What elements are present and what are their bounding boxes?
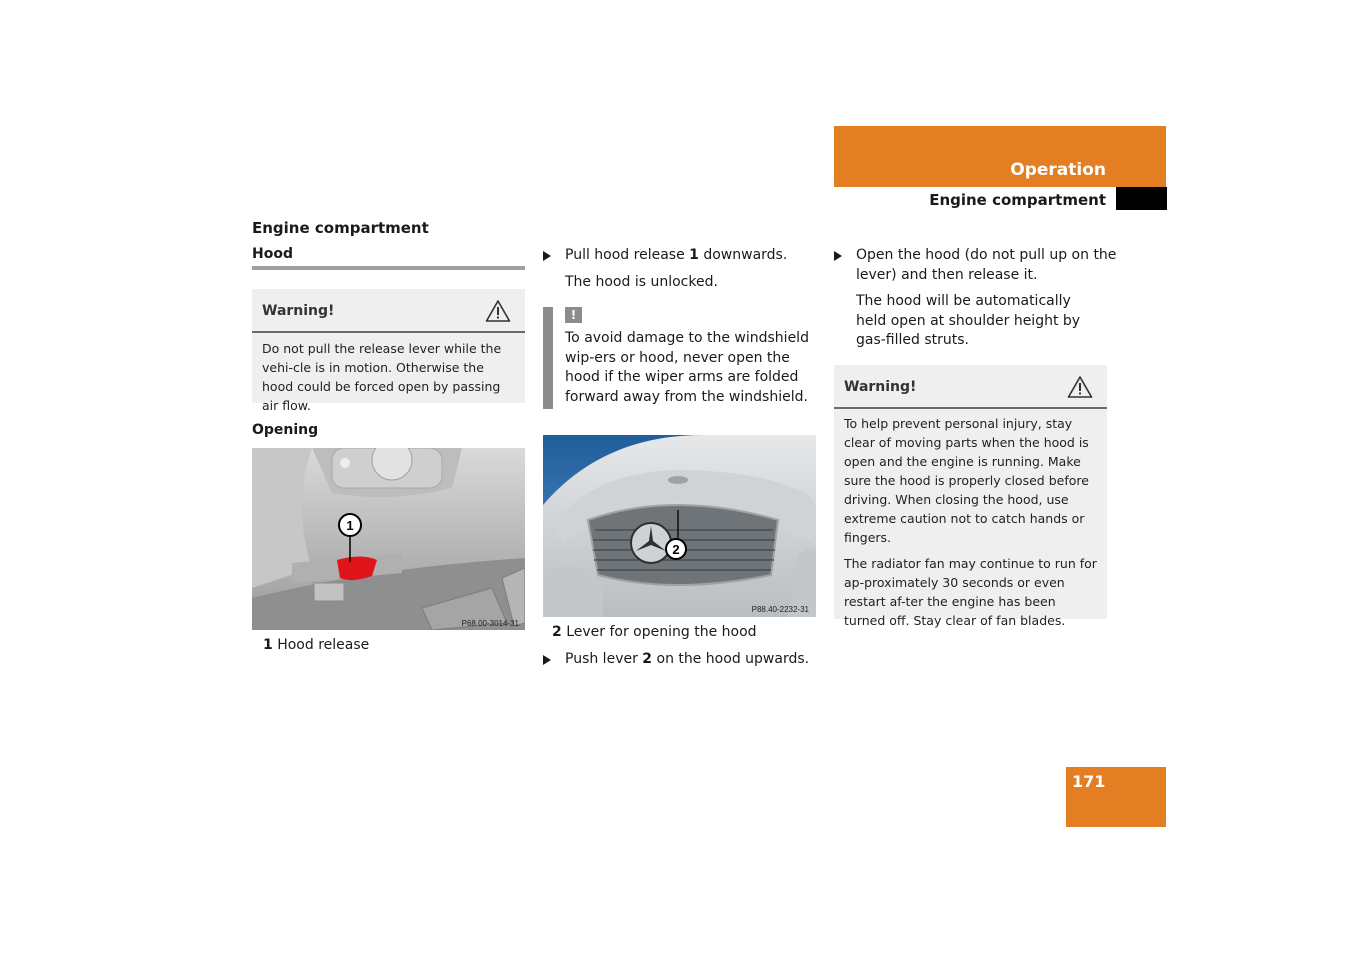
bullet-arrow-icon [543,655,551,665]
figure1-callout: 1 [346,518,354,533]
warning-text-fan: The radiator fan may continue to run for ap-proximately 30 seconds or even restart af-ter the engine has been turned off. Stay clear of fan blades. [844,556,1097,628]
caption1-text: Hood release [277,637,370,653]
section-title: Engine compartment [929,191,1106,209]
figure2-callout: 2 [672,542,680,557]
caption1-number: 1 [263,637,273,653]
page-title: Engine compartment [252,219,429,237]
chapter-title: Operation [1010,160,1106,180]
warning-header [252,289,525,333]
header-accent-block [834,126,1166,187]
step1-result: The hood is unlocked. [565,274,718,290]
caption2-text: Lever for opening the hood [566,624,757,640]
step-pull-release: Pull hood release 1 downwards. [543,246,838,266]
hood-lever-figure [543,435,816,617]
step2-number: 2 [642,651,653,667]
page-number: 171 [1072,772,1106,791]
warning-triangle-icon [485,299,511,323]
warning-text: Do not pull the release lever while the vehi-cle is in motion. Otherwise the hood could be forced open by passing air flow. [262,341,502,413]
heading-rule [252,266,525,270]
warning-triangle-icon [1067,375,1093,399]
step-open-hood: Open the hood (do not pull up on the lever) and then release it. [834,246,1118,285]
header-tab-marker [1116,187,1167,210]
step-push-lever: Push lever 2 on the hood upwards. [543,650,838,670]
note-text: To avoid damage to the windshield wip-ers or hood, never open the hood if the wiper arms are folded forward away from the windshield. [565,330,809,405]
warning-box-hood [252,289,525,413]
warning-box-injury [834,365,1107,628]
bullet-arrow-icon [834,251,842,261]
hood-release-illustration [252,448,525,630]
caption-hood-lever [552,623,757,642]
step3-result: The hood will be automatically held open at shoulder height by gas-filled struts. [856,293,1081,348]
note-bar [543,307,553,409]
caption2-number: 2 [552,624,562,640]
warning-body [252,333,525,430]
figure1-code: P68.00-3014-31 [461,619,519,628]
opening-heading: Opening [252,422,319,438]
hood-lever-illustration [543,435,816,617]
hood-heading: Hood [252,246,293,262]
warning-header [834,365,1107,409]
warning-text-injury: To help prevent personal injury, stay clear of moving parts when the hood is open and the engine is running. Make sure the hood is properly closed before driving. When closing the hood, use extreme caution not to catch hands or fingers. [844,416,1089,545]
warning-label: Warning! [262,303,335,319]
step1-number: 1 [689,247,699,263]
hood-release-figure [252,448,525,630]
figure2-code: P88.40-2232-31 [751,605,809,614]
bullet-arrow-icon [543,251,551,261]
exclamation-icon: ! [565,307,582,323]
caption-hood-release [263,636,369,655]
warning-body [834,409,1107,645]
warning-label: Warning! [844,379,917,395]
